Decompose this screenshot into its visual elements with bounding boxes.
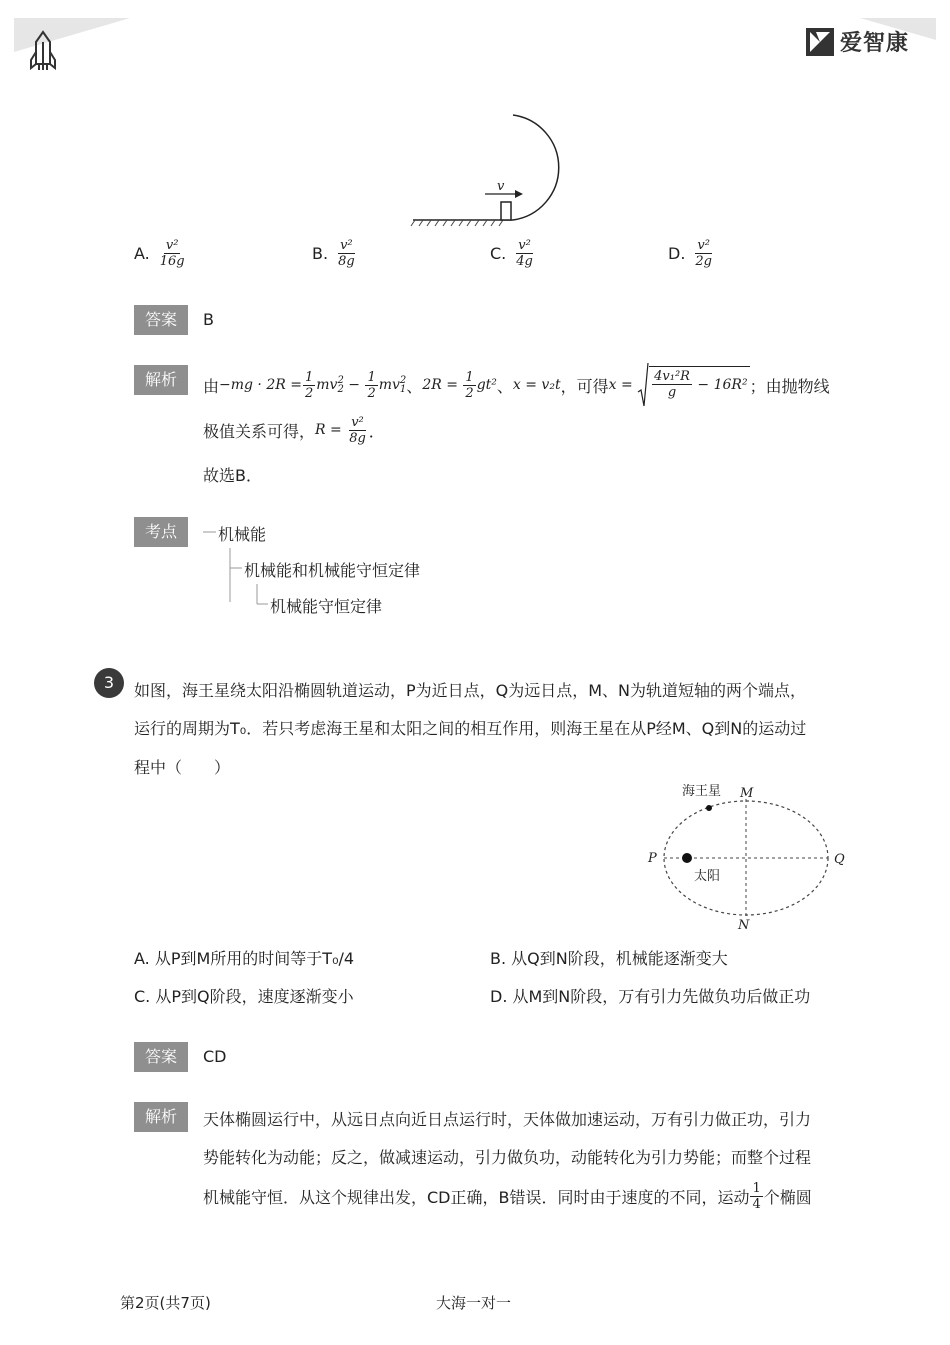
option-denominator: 16g (159, 254, 185, 269)
frac-den: g (667, 385, 677, 400)
kp-level-1: 机械能 (218, 525, 267, 544)
q2-option-b[interactable] (312, 238, 358, 269)
kp-level-2: 机械能和机械能守恒定律 (244, 561, 421, 580)
sep: 、 (406, 376, 423, 396)
option-numerator: v² (340, 238, 353, 253)
equation: 2R = (422, 377, 463, 393)
q2-option-a[interactable] (134, 238, 188, 269)
analysis-tag: 解析 (134, 1102, 188, 1132)
option-denominator: 2g (695, 254, 712, 269)
point-n-label: N (738, 918, 750, 933)
option-numerator: v² (518, 238, 531, 253)
q2-analysis-line-2 (203, 408, 385, 452)
brand-mark-icon (806, 28, 834, 56)
frac-num: 1 (367, 369, 376, 385)
text: 机械能守恒．从这个规律出发，CD正确，B错误．同时由于速度的不同，运动 (203, 1187, 750, 1207)
option-denominator: 8g (338, 254, 355, 269)
option-numerator: v² (165, 238, 179, 253)
text: 个椭圆 (763, 1187, 812, 1207)
q2-answer: B (203, 310, 214, 329)
sqrt-expression (637, 362, 749, 408)
q2-option-d[interactable] (668, 238, 715, 269)
q3-stem-line-1: 如图，海王星绕太阳沿椭圆轨道运动，P为近日点，Q为远日点，M、N为轨道短轴的两个端点， (134, 681, 807, 700)
footer-center-text: 大海一对一 (436, 1294, 512, 1312)
frac-num: 1 (465, 369, 474, 385)
planet-dot (706, 805, 712, 811)
text: ，可得 (560, 376, 609, 396)
equation: −mg · 2R = (219, 377, 302, 393)
term: mv (378, 377, 400, 393)
q3-analysis-line-2: 势能转化为动能；反之，做减速运动，引力做负功，动能转化为引力势能；而整个过程 (203, 1148, 812, 1167)
term: mv (316, 377, 338, 393)
answer-tag: 答案 (134, 1042, 188, 1072)
point-m-label: M (740, 786, 754, 801)
loop-track-diagram (405, 110, 575, 230)
point-p-label: P (648, 851, 657, 866)
frac-num: 1 (304, 369, 314, 385)
minus: − (343, 377, 365, 393)
orbit-diagram (640, 775, 860, 935)
question-number-badge: 3 (94, 668, 124, 698)
sup-sub: 2 2 (337, 375, 344, 395)
frac-den: 2 (304, 385, 314, 401)
planet-label: 海王星 (682, 784, 722, 799)
q2-option-c[interactable] (490, 238, 536, 269)
q3-stem-line-2: 运行的周期为T₀．若只考虑海王星和太阳之间的相互作用，则海王星在从P经M、Q到N的运动过 (134, 719, 807, 738)
frac-den: 8g (349, 430, 366, 446)
equation: x = (608, 377, 638, 393)
sup-sub: 2 1 (399, 375, 407, 395)
answer-tag: 答案 (134, 305, 188, 335)
q3-stem-line-3: 程中（ ） (134, 758, 231, 777)
frac-den: 4 (752, 1196, 761, 1212)
text: ． (368, 421, 385, 441)
option-letter: C. (490, 244, 507, 263)
frac-num: 1 (752, 1180, 761, 1196)
q3-answer: CD (203, 1047, 227, 1066)
analysis-tag: 解析 (134, 365, 188, 395)
sep: 、 (496, 376, 513, 396)
q2-analysis-line-1 (203, 360, 830, 410)
option-letter: B. (312, 244, 329, 263)
knowledge-point-tag: 考点 (134, 517, 188, 547)
q3-analysis-line-1: 天体椭圆运行中，从远日点向近日点运行时，天体做加速运动，万有引力做正功，引力 (203, 1110, 812, 1129)
q3-option-d[interactable]: D. 从M到N阶段，万有引力先做负功后做正功 (490, 987, 811, 1006)
brand-logo (806, 26, 909, 57)
option-denominator: 4g (516, 254, 533, 269)
term: gt² (476, 377, 497, 393)
text: ；由抛物线 (749, 376, 830, 396)
sqrt-icon (637, 362, 649, 408)
q3-option-c[interactable]: C. 从P到Q阶段，速度逐渐变小 (134, 987, 354, 1006)
rocket-logo-icon (28, 30, 58, 72)
text: 极值关系可得， (203, 421, 316, 441)
sun-dot (682, 853, 692, 863)
page-number: 第2页(共7页) (120, 1294, 211, 1312)
equation: x = v₂t (512, 377, 561, 393)
equation: R = (315, 422, 347, 438)
frac-num: 4v₁²R (654, 369, 690, 384)
term: − 16R² (692, 376, 748, 393)
q3-option-a[interactable]: A. 从P到M所用的时间等于T₀/4 (134, 949, 355, 968)
frac-den: 2 (465, 385, 474, 401)
q3-option-b[interactable]: B. 从Q到N阶段，机械能逐渐变大 (490, 949, 728, 968)
option-letter: D. (668, 244, 686, 263)
option-numerator: v² (697, 238, 710, 253)
text: 由 (203, 376, 220, 396)
q3-analysis-line-3 (203, 1176, 812, 1216)
kp-level-3: 机械能守恒定律 (270, 597, 383, 616)
option-letter: A. (134, 244, 150, 263)
point-q-label: Q (834, 852, 845, 867)
frac-den: 2 (367, 385, 376, 401)
velocity-label: v (497, 179, 505, 194)
brand-name: 爱智康 (840, 31, 910, 56)
sun-label: 太阳 (694, 869, 721, 884)
frac-num: v² (351, 414, 364, 430)
q2-analysis-line-3: 故选B． (203, 466, 262, 485)
